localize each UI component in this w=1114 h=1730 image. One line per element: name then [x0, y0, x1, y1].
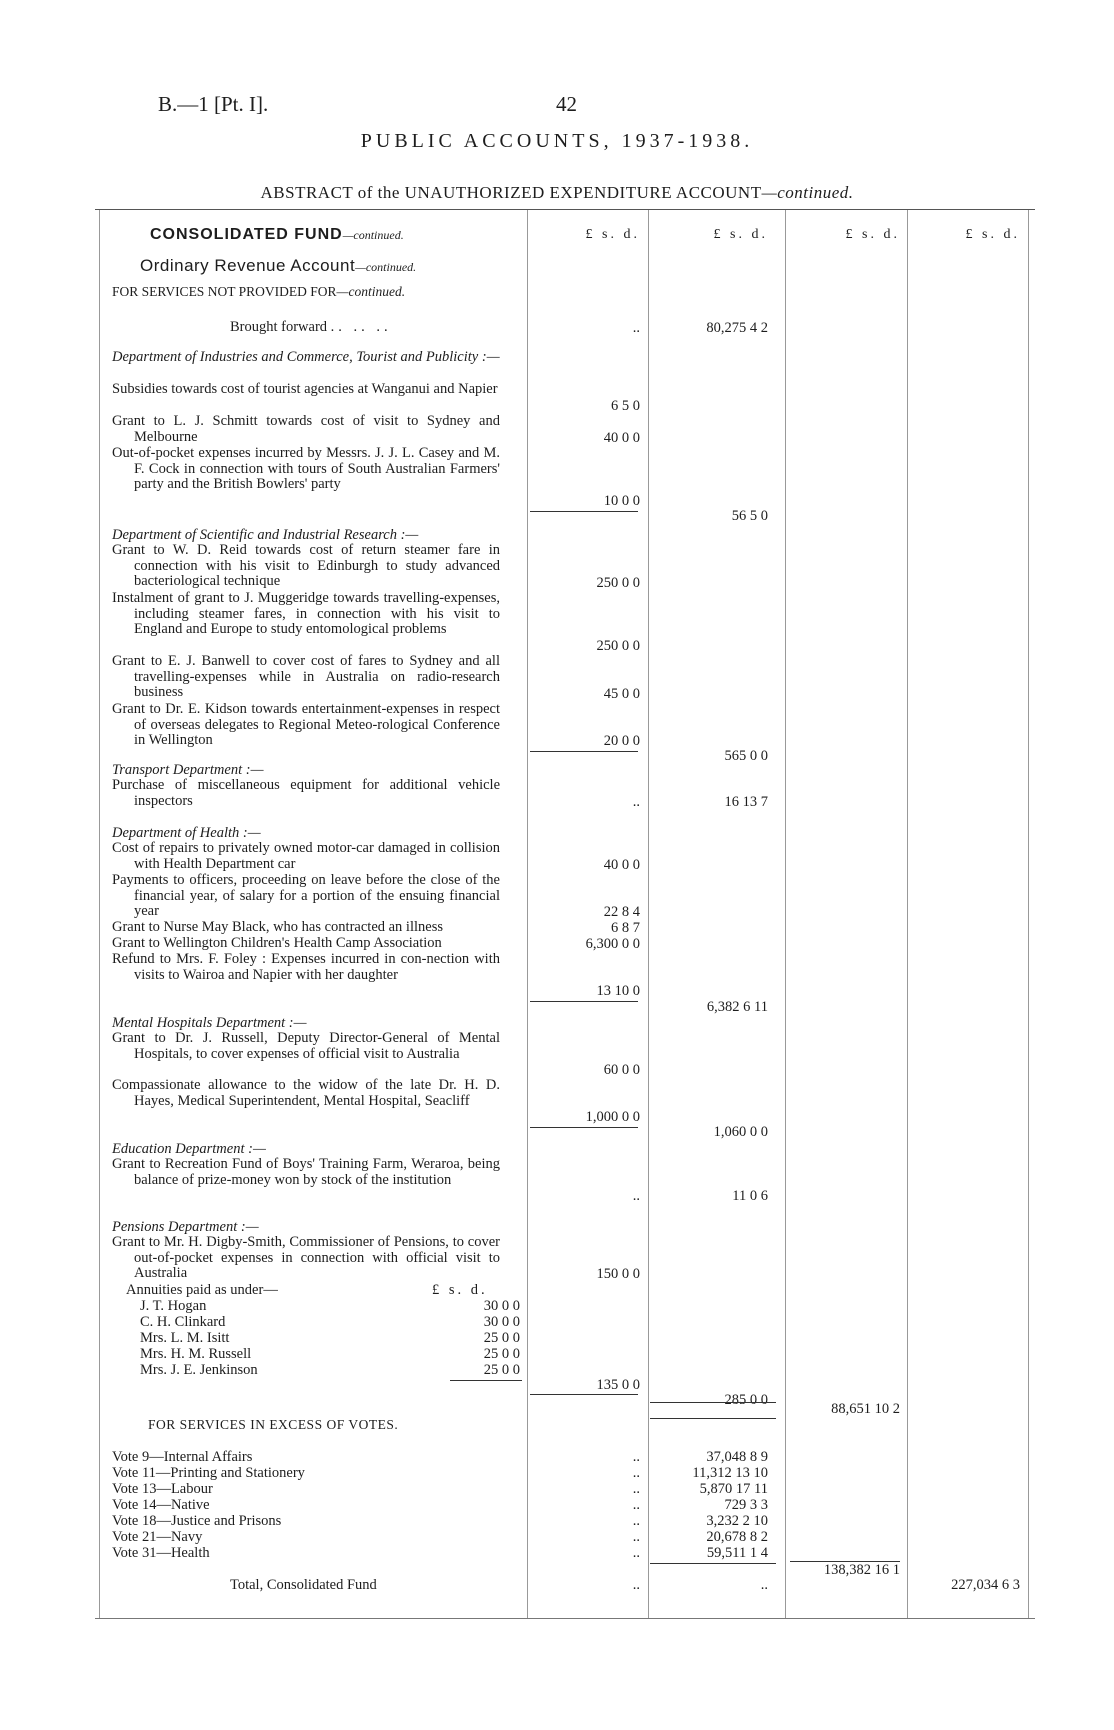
transport-total: 16 13 7 [724, 794, 768, 810]
dept-pensions: Pensions Department :— [112, 1219, 259, 1235]
scientific-value-2: 250 0 0 [596, 638, 640, 654]
not-provided-total: 88,651 10 2 [831, 1401, 900, 1417]
column-rule-4 [907, 210, 908, 1618]
scientific-value-1: 250 0 0 [596, 575, 640, 591]
document-reference: B.—1 [Pt. I]. [158, 92, 269, 116]
annuitant-3: Mrs. L. M. Isitt [140, 1330, 230, 1346]
page-number: 42 [556, 92, 577, 116]
transport-item-1: Purchase of miscellaneous equipment for additional vehicle inspectors [112, 777, 500, 809]
annuitant-1: J. T. Hogan [140, 1298, 207, 1314]
vote-6: Vote 21—Navy [112, 1529, 203, 1545]
excess-total: 138,382 16 1 [823, 1562, 900, 1578]
health-value-1: 40 0 0 [603, 857, 640, 873]
vote-1: Vote 9—Internal Affairs [112, 1449, 253, 1465]
health-value-4: 6,300 0 0 [585, 936, 640, 952]
brought-forward-c2: 80,275 4 2 [706, 320, 768, 336]
annuitant-2: C. H. Clinkard [140, 1314, 226, 1330]
industries-value-3: 10 0 0 [603, 493, 640, 509]
column-3-total-rule [790, 1561, 900, 1562]
education-value-1: .. [632, 1188, 640, 1204]
health-value-3: 6 8 7 [611, 920, 640, 936]
brought-forward-label: Brought forward .. .. .. [230, 319, 392, 335]
vote-2-amount: 11,312 13 10 [692, 1465, 768, 1481]
column-rule-left [99, 210, 100, 1618]
vote-7-c1: .. [632, 1545, 640, 1561]
health-value-5: 13 10 0 [596, 983, 640, 999]
pensions-value-1: 150 0 0 [596, 1266, 640, 1282]
industries-item-2: Grant to L. J. Schmitt towards cost of visit to Sydney and Melbourne [112, 413, 500, 445]
transport-value-1: .. [632, 794, 640, 810]
mental-item-1: Grant to Dr. J. Russell, Deputy Director-General of Mental Hospitals, to cover expenses of official visit to Australia [112, 1030, 500, 1062]
mental-value-2: 1,000 0 0 [585, 1109, 640, 1125]
scientific-item-4: Grant to Dr. E. Kidson towards entertainment-expenses in respect of overseas delegates to Regional Meteo-rological Conference in Wellington [112, 701, 500, 748]
education-item-1: Grant to Recreation Fund of Boys' Training Farm, Weraroa, being balance of prize-money won by stock of the institution [112, 1156, 500, 1188]
document-title: PUBLIC ACCOUNTS, 1937-1938. [360, 130, 754, 152]
mental-item-2: Compassionate allowance to the widow of the late Dr. H. D. Hayes, Medical Superintendent, Mental Hospital, Seacliff [112, 1077, 500, 1109]
vote-5-c1: .. [632, 1513, 640, 1529]
health-item-4: Grant to Wellington Children's Health Camp Association [112, 935, 442, 951]
scientific-value-3: 45 0 0 [603, 686, 640, 702]
dept-health: Department of Health :— [112, 825, 261, 841]
final-total-c2: .. [760, 1577, 768, 1593]
services-heading: FOR SERVICES NOT PROVIDED FOR—continued. [112, 284, 406, 299]
bottom-rule [95, 1618, 1035, 1619]
vote-7: Vote 31—Health [112, 1545, 210, 1561]
dept-mental: Mental Hospitals Department :— [112, 1015, 307, 1031]
excess-heading: FOR SERVICES IN EXCESS OF VOTES. [148, 1417, 399, 1432]
pensions-item-1: Grant to Mr. H. Digby-Smith, Commissioner of Pensions, to cover out-of-pocket expenses in connection with official visit to Australia [112, 1234, 500, 1281]
final-total-c1: .. [632, 1577, 640, 1593]
health-item-2: Payments to officers, proceeding on leave before the close of the financial year, of salary for a portion of the ensuing financial year [112, 872, 500, 919]
column-2-total-rule [650, 1402, 776, 1403]
column-rule-2 [648, 210, 649, 1618]
annuitant-5: Mrs. J. E. Jenkinson [140, 1362, 258, 1378]
mental-subtotal-rule [530, 1127, 638, 1128]
annuity-amount-1: 30 0 0 [483, 1298, 520, 1314]
scientific-total: 565 0 0 [724, 748, 768, 764]
annuity-amount-4: 25 0 0 [483, 1346, 520, 1362]
final-total-label: Total, Consolidated Fund [230, 1577, 377, 1593]
vote-1-c1: .. [632, 1449, 640, 1465]
industries-item-3: Out-of-pocket expenses incurred by Messrs. J. J. L. Casey and M. F. Cock in connection with tours of South Australian Farmers' party and the British Bowlers' party [112, 445, 500, 492]
document-subtitle: ABSTRACT of the UNAUTHORIZED EXPENDITURE ACCOUNT—continued. [260, 183, 854, 202]
health-item-1: Cost of repairs to privately owned motor-car damaged in collision with Health Department car [112, 840, 500, 872]
scientific-value-4: 20 0 0 [603, 733, 640, 749]
pensions-total: 285 0 0 [724, 1392, 768, 1408]
column-header-1: £ s. d. [585, 227, 640, 242]
annuities-subtotal-rule [450, 1380, 522, 1381]
column-header-3: £ s. d. [845, 227, 900, 242]
scientific-item-1: Grant to W. D. Reid towards cost of return steamer fare in connection with his visit to Edinburgh to study advanced bacteriological technique [112, 542, 500, 589]
brought-forward-c1: .. [632, 320, 640, 336]
industries-subtotal-rule [530, 511, 638, 512]
annuity-amount-5: 25 0 0 [483, 1362, 520, 1378]
vote-6-amount: 20,678 8 2 [706, 1529, 768, 1545]
column-header-4: £ s. d. [965, 227, 1020, 242]
vote-2-c1: .. [632, 1465, 640, 1481]
mental-total: 1,060 0 0 [713, 1124, 768, 1140]
annuities-column-header: £ s. d. [432, 1282, 488, 1298]
annuities-total: 135 0 0 [596, 1377, 640, 1393]
industries-total: 56 5 0 [731, 508, 768, 524]
annuities-heading: Annuities paid as under— [126, 1282, 278, 1298]
vote-3: Vote 13—Labour [112, 1481, 213, 1497]
column-rule-right [1028, 210, 1029, 1618]
dept-scientific: Department of Scientific and Industrial Research :— [112, 527, 419, 543]
vote-4-c1: .. [632, 1497, 640, 1513]
health-value-2: 22 8 4 [603, 904, 640, 920]
column-header-2: £ s. d. [713, 227, 768, 242]
annuitant-4: Mrs. H. M. Russell [140, 1346, 252, 1362]
mental-value-1: 60 0 0 [603, 1062, 640, 1078]
dept-transport: Transport Department :— [112, 762, 264, 778]
vote-1-amount: 37,048 8 9 [706, 1449, 768, 1465]
dept-industries: Department of Industries and Commerce, Tourist and Publicity :— [112, 349, 500, 365]
health-subtotal-rule [530, 1001, 638, 1002]
vote-6-c1: .. [632, 1529, 640, 1545]
industries-item-1: Subsidies towards cost of tourist agencies at Wanganui and Napier [112, 381, 498, 397]
final-total-amount: 227,034 6 3 [951, 1577, 1020, 1593]
vote-7-amount: 59,511 1 4 [706, 1545, 768, 1561]
scientific-subtotal-rule [530, 751, 638, 752]
scientific-item-2: Instalment of grant to J. Muggeridge towards travelling-expenses, including steamer fares, in connection with his visit to England and Europe to study entomological problems [112, 590, 500, 637]
top-rule [95, 209, 1035, 210]
column-rule-3 [785, 210, 786, 1618]
annuity-amount-3: 25 0 0 [483, 1330, 520, 1346]
dept-education: Education Department :— [112, 1141, 266, 1157]
vote-4: Vote 14—Native [112, 1497, 210, 1513]
health-item-5: Refund to Mrs. F. Foley : Expenses incurred in con-nection with visits to Wairoa and Napier with her daughter [112, 951, 500, 983]
industries-value-1: 6 5 0 [611, 398, 640, 414]
excess-top-rule [650, 1418, 776, 1419]
vote-4-amount: 729 3 3 [724, 1497, 768, 1513]
industries-value-2: 40 0 0 [603, 430, 640, 446]
annuity-amount-2: 30 0 0 [483, 1314, 520, 1330]
vote-5: Vote 18—Justice and Prisons [112, 1513, 282, 1529]
health-item-3: Grant to Nurse May Black, who has contracted an illness [112, 919, 443, 935]
vote-3-c1: .. [632, 1481, 640, 1497]
vote-5-amount: 3,232 2 10 [706, 1513, 768, 1529]
vote-2: Vote 11—Printing and Stationery [112, 1465, 305, 1481]
excess-subtotal-rule [650, 1563, 776, 1564]
health-total: 6,382 6 11 [706, 999, 768, 1015]
education-total: 11 0 6 [732, 1188, 768, 1204]
scientific-item-3: Grant to E. J. Banwell to cover cost of fares to Sydney and all travelling-expenses while in Australia on radio-research business [112, 653, 500, 700]
pensions-subtotal-rule [530, 1394, 638, 1395]
vote-3-amount: 5,870 17 11 [699, 1481, 768, 1497]
fund-heading: CONSOLIDATED FUND—continued. [150, 226, 404, 243]
account-heading: Ordinary Revenue Account—continued. [140, 256, 417, 275]
